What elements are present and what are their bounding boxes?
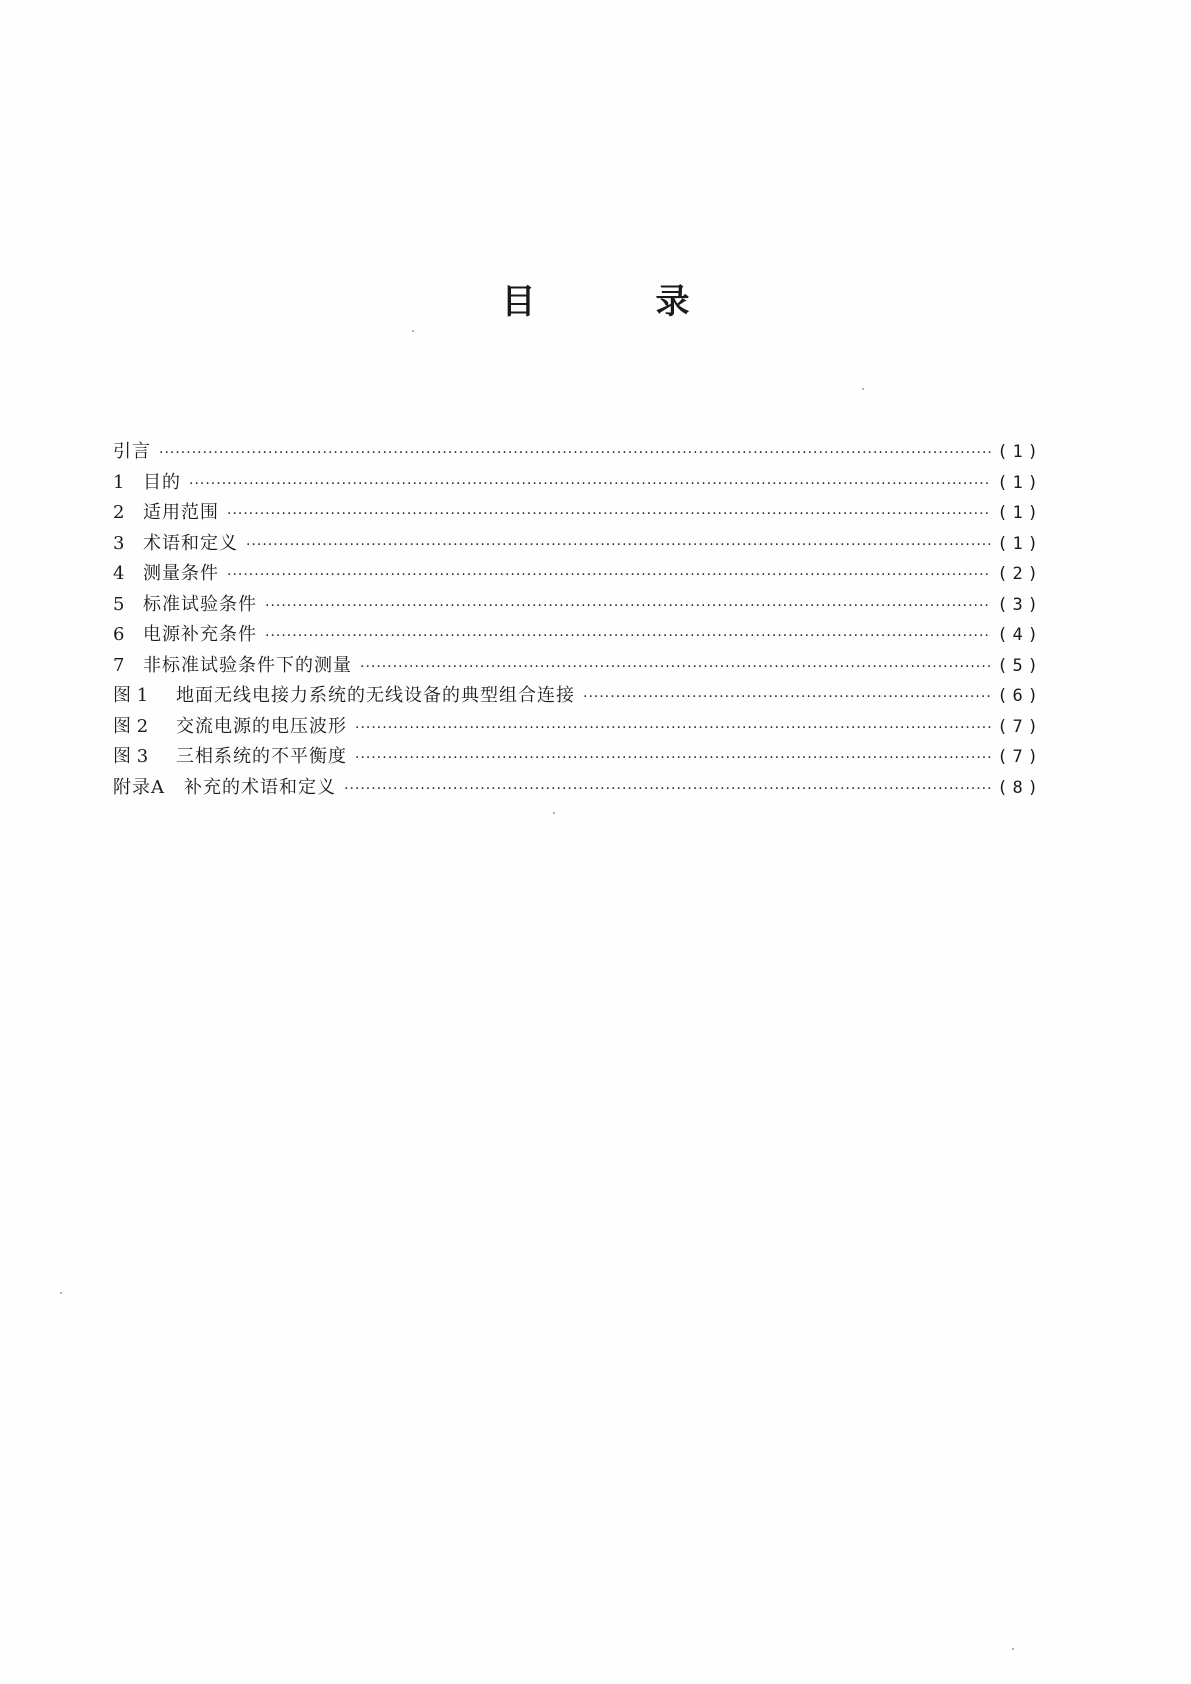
toc-entry-number: 3 bbox=[113, 532, 125, 554]
toc-entry-page: (6) bbox=[997, 686, 1043, 706]
toc-entry-number: 7 bbox=[113, 654, 125, 676]
toc-entry-page: (8) bbox=[997, 777, 1043, 798]
toc-entry-label: 电源补充条件 bbox=[143, 624, 257, 645]
toc-leader-dots bbox=[227, 560, 991, 590]
toc-leader-dots bbox=[355, 713, 991, 743]
toc-title-char-1: 目 bbox=[501, 282, 536, 322]
toc-entry-page: (1) bbox=[997, 472, 1043, 493]
toc-entry-label: 标准试验条件 bbox=[143, 593, 257, 615]
toc-leader-dots bbox=[265, 621, 991, 651]
toc-entry-number: 图 1 bbox=[113, 685, 149, 706]
toc-entry-label: 三相系统的不平衡度 bbox=[176, 746, 347, 767]
toc-entry-number: 5 bbox=[113, 593, 125, 615]
table-of-contents bbox=[113, 437, 1043, 803]
toc-entry-6[interactable] bbox=[113, 620, 1043, 651]
toc-entry-page: (7) bbox=[997, 747, 1043, 767]
toc-entry-page: (2) bbox=[997, 564, 1043, 584]
toc-entry-figure-3[interactable] bbox=[113, 742, 1043, 773]
toc-entry-page: (1) bbox=[997, 442, 1043, 462]
toc-entry-label: 非标准试验条件下的测量 bbox=[143, 654, 352, 676]
toc-entry-number: 图 3 bbox=[113, 746, 149, 767]
toc-entry-label: 引言 bbox=[113, 441, 151, 462]
scan-speck bbox=[60, 1292, 62, 1294]
toc-leader-dots bbox=[189, 469, 991, 499]
toc-entry-number: 4 bbox=[113, 563, 125, 584]
toc-leader-dots bbox=[265, 591, 991, 621]
toc-entry-page: (1) bbox=[997, 503, 1043, 523]
toc-entry-label: 地面无线电接力系统的无线设备的典型组合连接 bbox=[176, 685, 575, 706]
scan-speck bbox=[862, 388, 864, 390]
toc-entry-number: 图 2 bbox=[113, 715, 149, 737]
toc-entry-appendix-a[interactable] bbox=[113, 773, 1043, 804]
toc-entry-figure-2[interactable] bbox=[113, 712, 1043, 743]
toc-entry-label: 适用范围 bbox=[143, 502, 219, 523]
toc-entry-5[interactable] bbox=[113, 590, 1043, 621]
toc-entry-introduction[interactable] bbox=[113, 437, 1043, 468]
toc-entry-page: (4) bbox=[997, 625, 1043, 645]
scan-speck bbox=[553, 812, 555, 814]
toc-leader-dots bbox=[344, 774, 991, 804]
scan-speck bbox=[1012, 1648, 1014, 1650]
toc-entry-4[interactable] bbox=[113, 559, 1043, 590]
toc-entry-figure-1[interactable] bbox=[113, 681, 1043, 712]
toc-leader-dots bbox=[246, 530, 991, 560]
toc-entry-number: 1 bbox=[113, 471, 125, 493]
toc-entry-page: (7) bbox=[997, 716, 1043, 737]
toc-leader-dots bbox=[583, 682, 991, 712]
toc-entry-page: (1) bbox=[997, 533, 1043, 554]
toc-entry-7[interactable] bbox=[113, 651, 1043, 682]
toc-leader-dots bbox=[159, 438, 991, 468]
toc-entry-2[interactable] bbox=[113, 498, 1043, 529]
toc-title bbox=[0, 282, 1191, 322]
toc-entry-label: 附录A 补充的术语和定义 bbox=[113, 776, 336, 798]
toc-entry-label: 目的 bbox=[143, 471, 181, 493]
scan-speck bbox=[412, 330, 414, 332]
toc-entry-number: 2 bbox=[113, 502, 125, 523]
toc-entry-label: 交流电源的电压波形 bbox=[176, 715, 347, 737]
toc-leader-dots bbox=[227, 499, 991, 529]
toc-entry-page: (5) bbox=[997, 655, 1043, 676]
toc-entry-3[interactable] bbox=[113, 529, 1043, 560]
toc-entry-1[interactable] bbox=[113, 468, 1043, 499]
toc-entry-number: 6 bbox=[113, 624, 125, 645]
toc-leader-dots bbox=[355, 743, 991, 773]
toc-leader-dots bbox=[360, 652, 991, 682]
toc-entry-label: 测量条件 bbox=[143, 563, 219, 584]
toc-entry-page: (3) bbox=[997, 594, 1043, 615]
toc-title-char-2: 录 bbox=[655, 282, 690, 322]
toc-entry-label: 术语和定义 bbox=[143, 532, 238, 554]
